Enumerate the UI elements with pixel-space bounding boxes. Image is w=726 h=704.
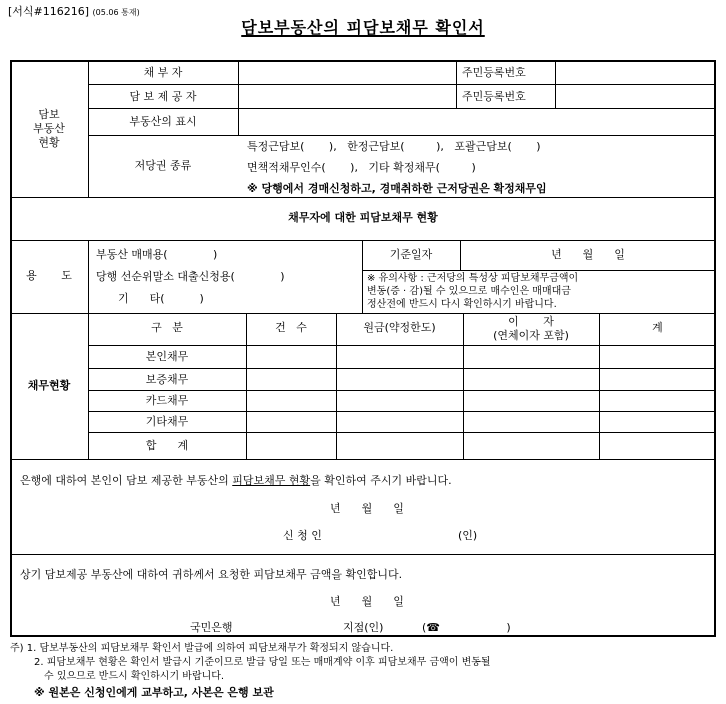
- request-date: 년 월 일: [330, 502, 404, 515]
- mortgage-type-label: 저당권 종류: [134, 159, 192, 172]
- debtor-id-label: 주민등록번호: [462, 66, 526, 79]
- caution-line3: 정산전에 반드시 다시 확인하시기 바랍니다.: [367, 299, 557, 310]
- request-text: 은행에 대하여 본인이 담보 제공한 부동산의 피담보채무 현황을 확인하여 주시기 바랍니다.: [20, 474, 452, 487]
- note-1: 주) 1. 담보부동산의 피담보채무 확인서 발급에 의하여 피담보채무가 확정되지 않습니다.: [10, 643, 394, 654]
- request-emphasis: 피담보채무 현황: [232, 474, 311, 487]
- row-total: 합 계: [145, 439, 189, 452]
- document-title: 담보부동산의 피담보채무 확인서: [241, 18, 485, 37]
- mortgage-types-line2: 면책적채무인수( ), 기타 확정채무( ): [247, 161, 476, 174]
- caution-line2: 변동(증 · 감)될 수 있으므로 매수인은 매매대금: [367, 286, 571, 297]
- mortgage-types-note: ※ 당행에서 경매신청하고, 경매취하한 근저당권은 확정채무임: [247, 182, 547, 195]
- phone-field: (☎ ): [422, 621, 511, 634]
- row-guarantee-debt: 보증채무: [145, 373, 189, 386]
- row-card-debt: 카드채무: [145, 394, 189, 407]
- applicant-label: 신 청 인: [283, 529, 322, 542]
- debtor-label: 채 부 자: [143, 66, 183, 79]
- debt-status-title: 채무자에 대한 피담보채무 현황: [288, 211, 438, 224]
- caution-line1: ※ 유의사항 : 근저당의 특성상 피담보채무금액이: [367, 273, 579, 284]
- note-3: ※ 원본은 신청인에게 교부하고, 사본은 은행 보관: [34, 686, 274, 699]
- row-other-debt: 기타채무: [145, 415, 189, 428]
- property-description-label: 부동산의 표시: [129, 115, 197, 128]
- property-side-label: 담보 부동산 현황: [33, 108, 65, 149]
- header-interest-note: (연체이자 포함): [493, 329, 569, 342]
- base-date-value: 년 월 일: [551, 248, 625, 261]
- provider-label: 담 보 제 공 자: [129, 90, 197, 103]
- header-count: 건 수: [275, 321, 307, 334]
- purpose-option-sale: 부동산 매매용( ): [96, 248, 218, 261]
- header-interest: 이 자: [508, 315, 554, 328]
- base-date-label: 기준일자: [389, 248, 433, 261]
- note-2-cont: 수 있으므로 반드시 확인하시기 바랍니다.: [44, 671, 225, 682]
- header-category: 구 분: [151, 321, 183, 334]
- purpose-option-other: 기 타( ): [118, 292, 204, 305]
- confirmation-date: 년 월 일: [330, 595, 404, 608]
- branch-seal: 지점(인): [343, 621, 384, 634]
- debt-side-label: 채무현황: [27, 379, 71, 392]
- row-own-debt: 본인채무: [145, 350, 189, 363]
- mortgage-types-line1: 특정근담보( ), 한정근담보( ), 포괄근담보( ): [247, 140, 541, 153]
- applicant-seal: (인): [458, 529, 478, 542]
- purpose-label: 용 도: [26, 269, 72, 282]
- form-code: [서식#116216] (05.06 통재): [8, 5, 140, 18]
- purpose-option-loan: 당행 선순위말소 대출신청용( ): [96, 270, 285, 283]
- header-total: 계: [652, 321, 663, 334]
- note-2: 2. 피담보채무 현황은 확인서 발급시 기준이므로 발급 당일 또는 매매계약 이후 피담보채무 금액이 변동될: [34, 657, 491, 668]
- provider-id-label: 주민등록번호: [462, 90, 526, 103]
- confirmation-text: 상기 담보제공 부동산에 대하여 귀하께서 요청한 피담보채무 금액을 확인합니다.: [20, 568, 403, 581]
- bank-name: 국민은행: [190, 621, 233, 634]
- header-principal: 원금(약정한도): [363, 321, 436, 334]
